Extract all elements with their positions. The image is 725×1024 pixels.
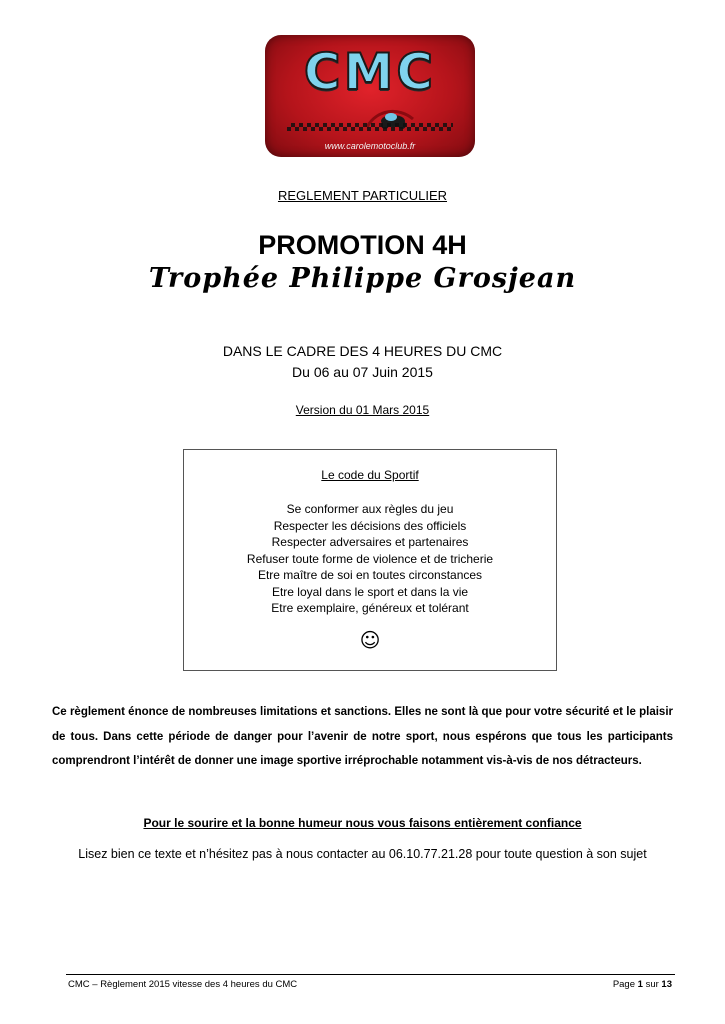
trophy-title: Trophée Philippe Grosjean bbox=[148, 263, 577, 294]
code-sportif-title: Le code du Sportif bbox=[321, 468, 419, 482]
page-title: PROMOTION 4H bbox=[258, 230, 467, 260]
code-line: Refuser toute forme de violence et de tricherie bbox=[246, 551, 494, 566]
code-sportif-box bbox=[183, 449, 557, 671]
page-separator: sur bbox=[645, 979, 659, 990]
code-line: Etre exemplaire, généreux et tolérant bbox=[271, 601, 469, 615]
page-current: 1 bbox=[637, 979, 643, 990]
logo-url: www.carolemotoclub.fr bbox=[324, 141, 416, 151]
version-date: Version du 01 Mars 2015 bbox=[295, 403, 430, 417]
code-line: Etre maître de soi en toutes circonstances bbox=[257, 568, 483, 582]
code-sportif-list bbox=[184, 501, 556, 617]
code-line: Se conformer aux règles du jeu bbox=[286, 502, 454, 516]
reglement-heading: REGLEMENT PARTICULIER bbox=[277, 188, 448, 203]
footer-document-title: CMC – Règlement 2015 vitesse des 4 heures du CMC bbox=[68, 979, 298, 990]
confidence-line: Pour le sourire et la bonne humeur nous vous faisons entièrement confiance bbox=[143, 816, 582, 830]
event-context: DANS LE CADRE DES 4 HEURES DU CMC bbox=[222, 343, 503, 359]
cmc-logo bbox=[265, 35, 475, 157]
code-line: Etre loyal dans le sport et dans la vie bbox=[271, 584, 469, 599]
page-total: 13 bbox=[661, 979, 672, 990]
footer-divider bbox=[66, 974, 675, 975]
page-prefix: Page bbox=[612, 979, 635, 990]
code-line: Respecter les décisions des officiels bbox=[273, 518, 467, 533]
event-dates: Du 06 au 07 Juin 2015 bbox=[292, 364, 433, 380]
contact-line: Lisez bien ce texte et n’hésitez pas à nous contacter au 06.10.77.21.28 pour toute question à son sujet bbox=[78, 847, 647, 861]
page-number bbox=[613, 979, 672, 990]
smiley-icon: ☺ bbox=[359, 628, 381, 652]
code-line: Respecter adversaires et partenaires bbox=[271, 535, 469, 549]
checkered-flag-strip bbox=[287, 123, 453, 131]
logo-brand-text: CMC bbox=[303, 43, 437, 101]
intro-paragraph: Ce règlement énonce de nombreuses limitations et sanctions. Elles ne sont là que pour votre sécurité et le plaisir de tous. Dans cette période de danger pour l’avenir de notre sport, nous espérons que tous les participants comprendront l’intérêt de donner une image sportive irréprochable notamment vis-à-vis de nos détracteurs. bbox=[52, 706, 673, 767]
